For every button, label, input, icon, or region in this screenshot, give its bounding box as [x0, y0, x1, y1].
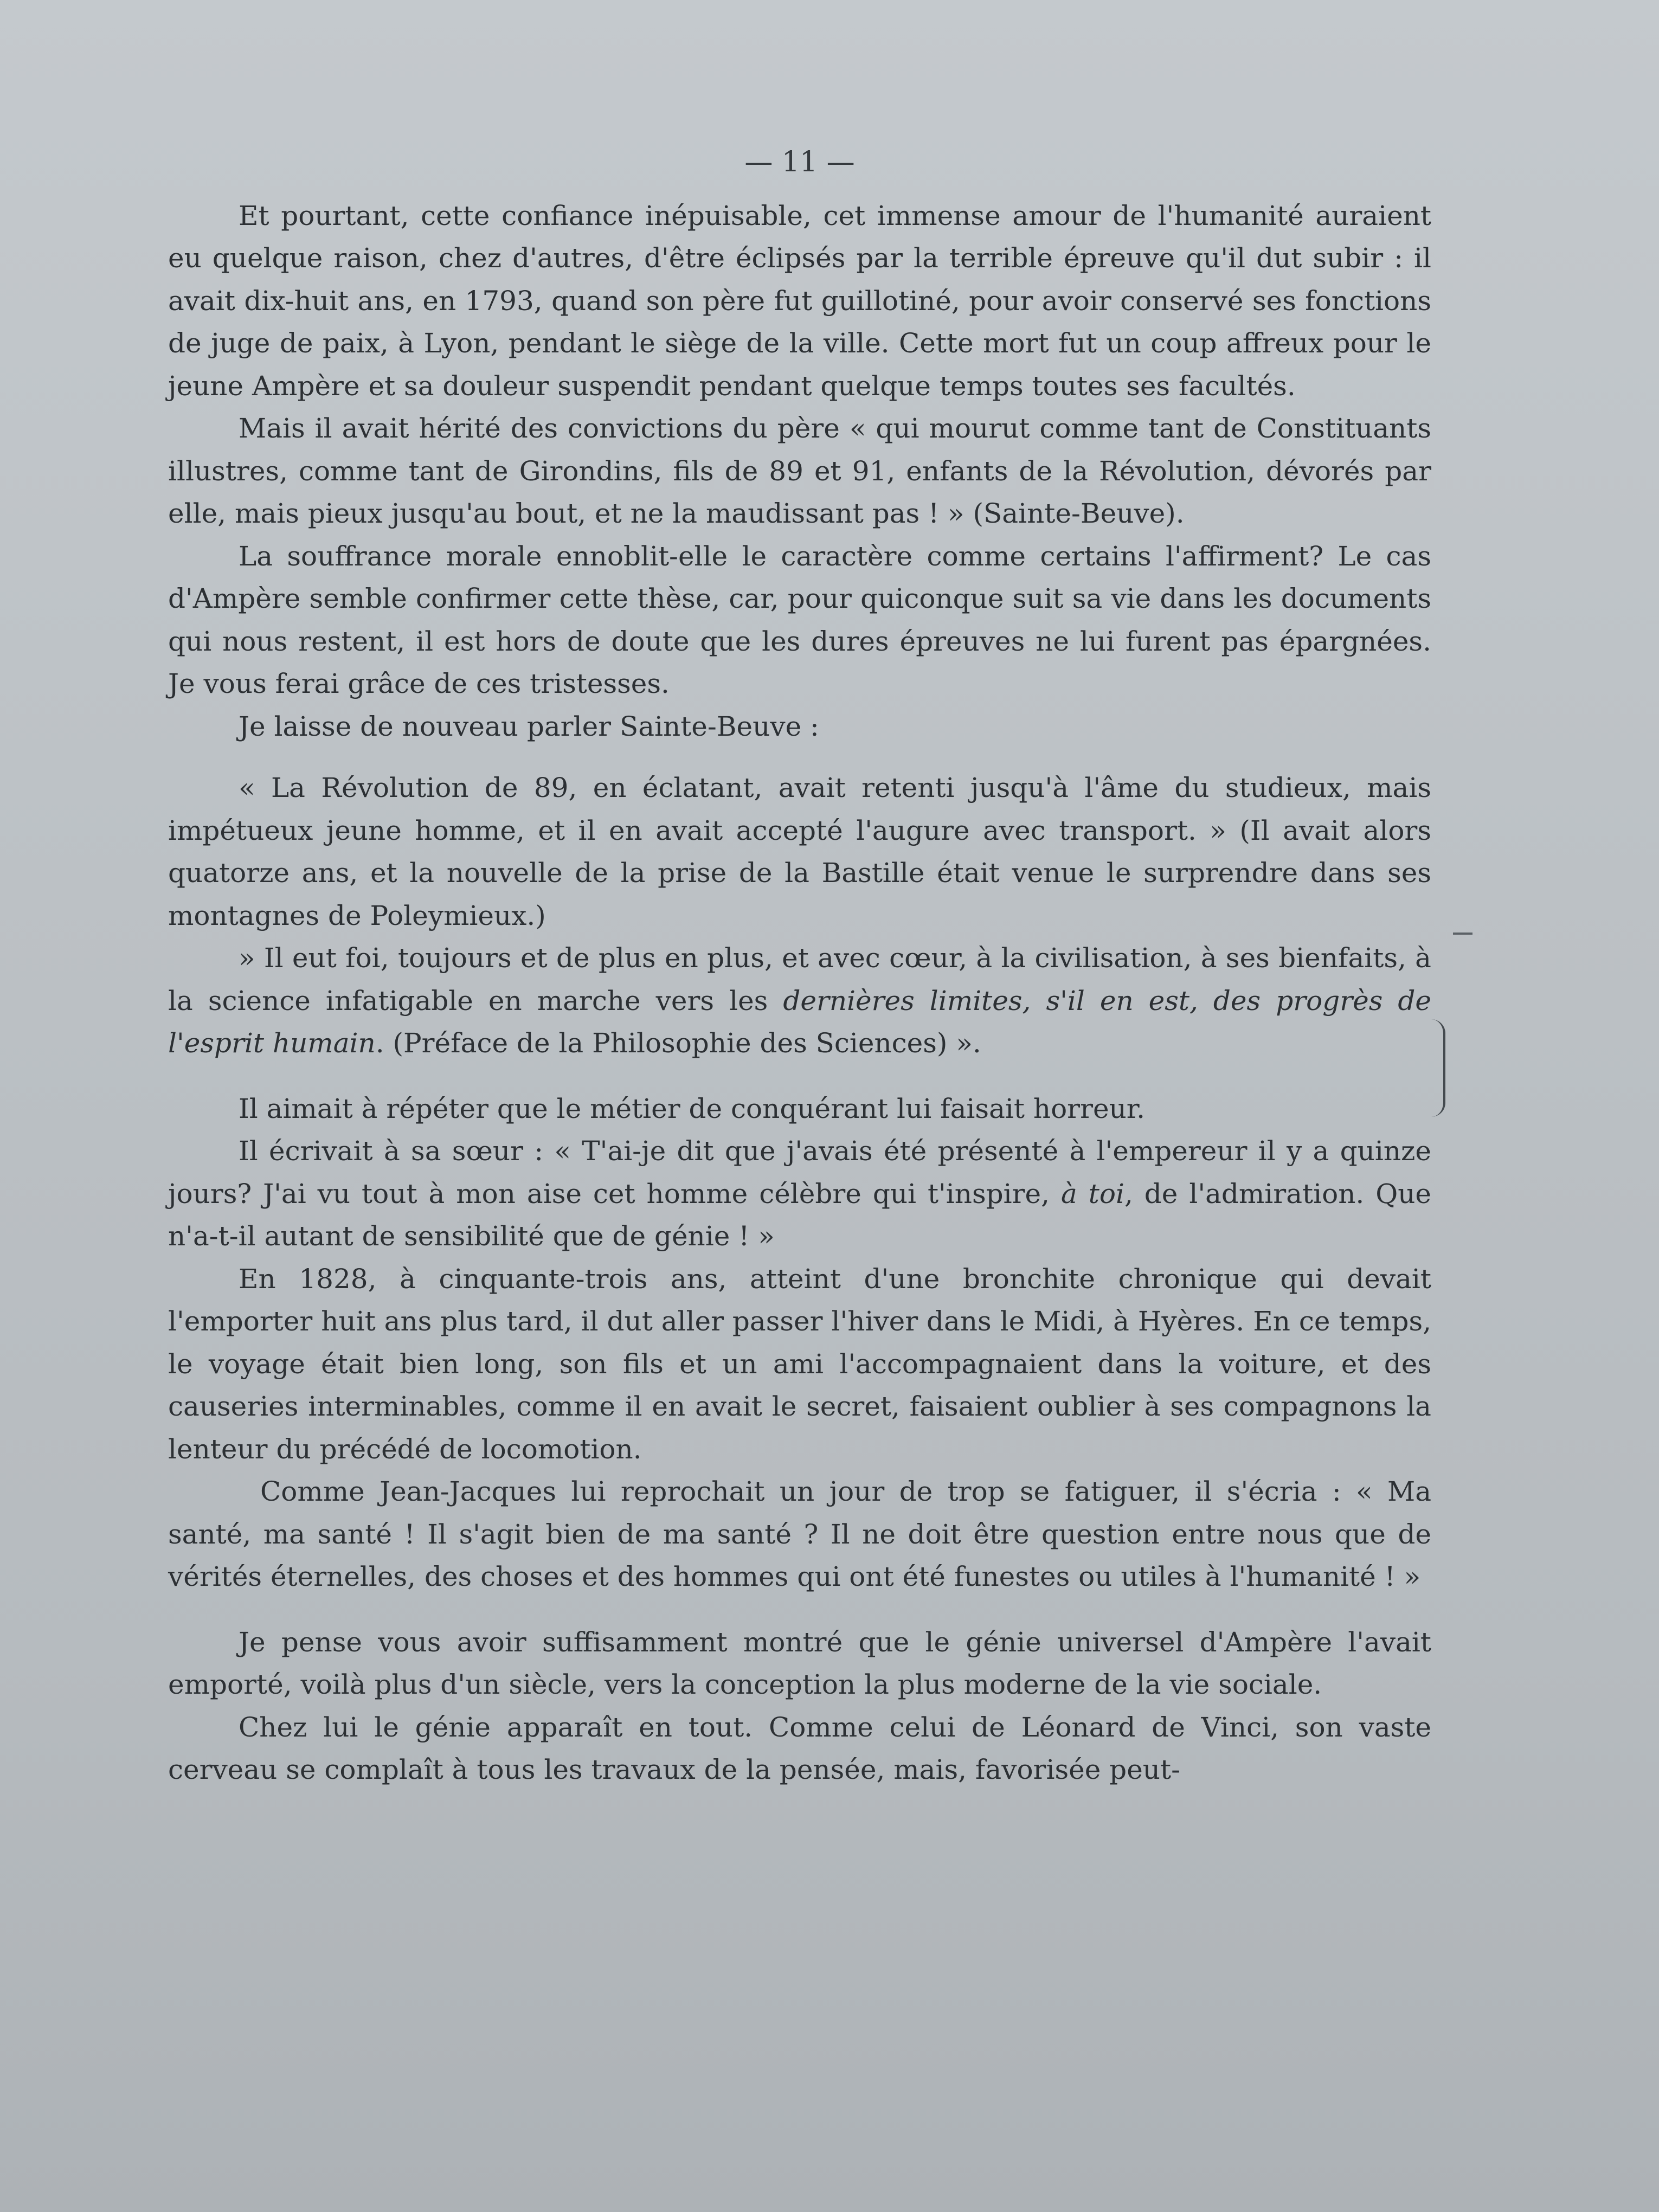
paragraph-9: En 1828, à cinquante-trois ans, atteint d'une bronchite chronique qui devait l'emporter huit ans plus tard, il dut aller passer l'hiver dans le Midi, à Hyères. En ce temps, le voyage était bien long, son fils et un ami l'accompagnaient dans la voiture, et des causeries interminables, comme il en avait le secret, faisaient oublier à ses compagnons la lenteur du précédé de locomotion. — [168, 1263, 1431, 1465]
paragraph-8 — [168, 1130, 1431, 1258]
quote-paragraph-1: « La Révolution de 89, en éclatant, avait retenti jusqu'à l'âme du studieux, mais impétueux jeune homme, et il en avait accepté l'augure avec transport. » (Il avait alors quatorze ans, et la nouvelle de la prise de la Bastille était venue le surprendre dans ses montagnes de Poleymieux.) — [168, 772, 1431, 931]
page-body — [168, 146, 1432, 1791]
paragraph-4: Je laisse de nouveau parler Sainte-Beuve : — [239, 710, 819, 742]
letter-text-end: , de l'admiration. Que n'a-t-il autant de sensibilité que de génie ! » — [168, 1178, 1432, 1252]
quote-text-end: . (Préface de la Philosophie des Sciences) ». — [375, 1027, 981, 1059]
letter-text-start: Il écrivait à sa sœur : « T'ai-je dit que j'avais été présenté à l'empereur il y a quinze jours? J'ai vu tout à mon aise cet homme célèbre qui t'inspire, — [168, 1135, 1431, 1210]
paragraph-11: Je pense vous avoir suffisamment montré que le génie universel d'Ampère l'avait emporté, voilà plus d'un siècle, vers la conception la plus moderne de la vie sociale. — [168, 1626, 1431, 1700]
paragraph-12: Chez lui le génie apparaît en tout. Comme celui de Léonard de Vinci, son vaste cerveau se complaît à tous les travaux de la pensée, mais, favorisée peut- — [168, 1711, 1431, 1785]
paragraph-7: Il aimait à répéter que le métier de conquérant lui faisait horreur. — [239, 1092, 1146, 1124]
quote-text-start: » Il eut foi, toujours et de plus en plus, et avec cœur, à la civilisation, à ses bienfaits, à la science infatigable en marche vers les — [168, 942, 1431, 1017]
paragraph-3: La souffrance morale ennoblit-elle le caractère comme certains l'affirment? Le cas d'Ampère semble confirmer cette thèse, car, pour quiconque suit sa vie dans les documents qui nous restent, il est hors de doute que les dures épreuves ne lui furent pas épargnées. Je vous ferai grâce de ces tristesses. — [168, 540, 1431, 699]
paragraph-2: Mais il avait hérité des convictions du père « qui mourut comme tant de Constituants illustres, comme tant de Girondins, fils de 89 et 91, enfants de la Révolution, dévorés par elle, mais pieux jusqu'au bout, et ne la maudissant pas ! » (Sainte-Beuve). — [168, 413, 1431, 529]
page-number: — 11 — — [744, 146, 855, 178]
paragraph-10: Comme Jean-Jacques lui reprochait un jour de trop se fatiguer, il s'écria : « Ma santé, ma santé ! Il s'agit bien de ma santé ? Il ne doit être question entre nous que de vérités éternelles, des choses et des hommes qui ont été funestes ou utiles à l'humanité ! » — [168, 1476, 1431, 1592]
letter-italic-text: à toi — [1061, 1178, 1124, 1210]
paragraph-1: Et pourtant, cette confiance inépuisable, cet immense amour de l'humanité auraient eu quelque raison, chez d'autres, d'être éclipsés par la terrible épreuve qu'il dut subir : il avait dix-huit ans, en 1793, quand son père fut guillotiné, pour avoir conservé ses fonctions de juge de paix, à Lyon, pendant le siège de la ville. Cette mort fut un coup affreux pour le jeune Ampère et sa douleur suspendit pendant quelque temps toutes ses facultés. — [168, 200, 1431, 402]
quote-paragraph-2 — [168, 937, 1431, 1065]
quote-italic-text: dernières limites, s'il en est, des progrès de l'esprit humain — [168, 985, 1431, 1059]
margin-bracket-mark — [1431, 1019, 1445, 1117]
margin-dash-mark — [1453, 933, 1472, 935]
